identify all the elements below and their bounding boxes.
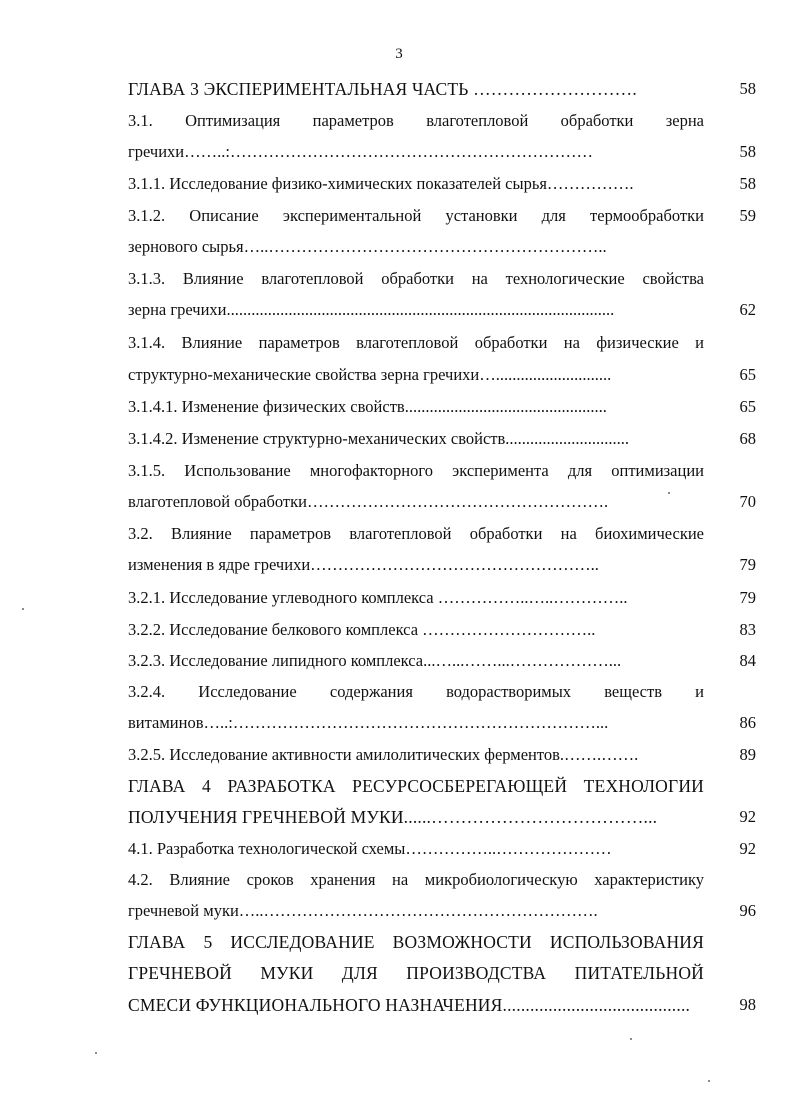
scan-speck xyxy=(630,1038,632,1040)
toc-page-number: 96 xyxy=(739,901,756,920)
toc-line xyxy=(0,362,798,388)
toc-entry-text: зерна гречихи.............................................................................................. xyxy=(128,300,615,319)
toc-entry-text: изменения в ядре гречихи…………………………………………….. xyxy=(128,555,599,574)
toc-line xyxy=(0,648,798,674)
toc-entry-text: зернового сырья…..…………………………………………………….. xyxy=(128,237,607,256)
toc-entry-text: 3.1.4.1. Изменение физических свойств................................................. xyxy=(128,397,607,416)
toc-entry-text: 4.1. Разработка технологической схемы……………..………………… xyxy=(128,839,612,858)
toc-entry-text: ПОЛУЧЕНИЯ ГРЕЧНЕВОЙ МУКИ......………………………………... xyxy=(128,807,658,827)
toc-line xyxy=(0,234,798,260)
toc-page-number: 92 xyxy=(739,839,756,858)
toc-line xyxy=(0,489,798,515)
toc-entry-text: ГЛАВА 4 РАЗРАБОТКА РЕСУРСОСБЕРЕГАЮЩЕЙ ТЕХНОЛОГИИ xyxy=(128,776,704,796)
toc-entry-text: 3.1.4. Влияние параметров влаготепловой обработки на физические и xyxy=(128,333,704,352)
scan-speck xyxy=(22,608,24,610)
toc-entry-text: 3.2.1. Исследование углеводного комплекса ……………..…..………….. xyxy=(128,588,628,607)
toc-page-number: 86 xyxy=(739,713,756,732)
toc-page-number: 79 xyxy=(739,555,756,574)
toc-entry-text: 3.1.2. Описание экспериментальной установки для термообработки xyxy=(128,206,704,225)
toc-entry-text: витаминов…..:…………………………………………………………... xyxy=(128,713,609,732)
toc-line xyxy=(0,266,798,292)
toc-page-number: 65 xyxy=(739,397,756,416)
toc-line xyxy=(0,426,798,452)
toc-entry-text: структурно-механические свойства зерна гречихи…............................ xyxy=(128,365,612,384)
toc-entry-text: 3.1. Оптимизация параметров влаготепловой обработки зерна xyxy=(128,111,704,130)
toc-line xyxy=(0,458,798,484)
toc-entry-text: 3.2.4. Исследование содержания водорастворимых веществ и xyxy=(128,682,704,701)
toc-line xyxy=(0,171,798,197)
toc-entry-text: 4.2. Влияние сроков хранения на микробиологическую характеристику xyxy=(128,870,704,889)
toc-line xyxy=(0,773,798,799)
toc-page-number: 62 xyxy=(739,300,756,319)
toc-line xyxy=(0,139,798,165)
toc-entry-text: 3.2.5. Исследование активности амилолитических ферментов.…….……. xyxy=(128,745,639,764)
toc-page-number: 98 xyxy=(739,995,756,1014)
toc-line xyxy=(0,76,798,102)
scan-speck xyxy=(95,1052,97,1054)
toc-entry-text: 3.1.5. Использование многофакторного эксперимента для оптимизации xyxy=(128,461,704,480)
toc-entry-text: ГРЕЧНЕВОЙ МУКИ ДЛЯ ПРОИЗВОДСТВА ПИТАТЕЛЬНОЙ xyxy=(128,963,704,983)
toc-line xyxy=(0,992,798,1018)
toc-page-number: 70 xyxy=(739,492,756,511)
toc-page-number: 58 xyxy=(739,79,756,98)
toc-entry-text: гречихи……..:………………………………………………………… xyxy=(128,142,593,161)
page-number: 3 xyxy=(395,46,403,62)
toc-page-number: 83 xyxy=(739,620,756,639)
toc-page-number: 58 xyxy=(739,174,756,193)
toc-line xyxy=(0,108,798,134)
toc-line xyxy=(0,898,798,924)
toc-line xyxy=(0,552,798,578)
scan-speck xyxy=(708,1080,710,1082)
toc-line xyxy=(0,742,798,768)
toc-line xyxy=(0,867,798,893)
toc-line xyxy=(0,585,798,611)
toc-line xyxy=(0,679,798,705)
toc-entry-text: 3.2.2. Исследование белкового комплекса ………………………….. xyxy=(128,620,596,639)
toc-entry-text: ГЛАВА 3 ЭКСПЕРИМЕНТАЛЬНАЯ ЧАСТЬ ………………………. xyxy=(128,79,637,99)
toc-page-number: 68 xyxy=(739,429,756,448)
toc-line xyxy=(0,617,798,643)
toc-line xyxy=(0,521,798,547)
toc-page-number: 58 xyxy=(739,142,756,161)
toc-line xyxy=(0,330,798,356)
toc-entry-text: 3.1.1. Исследование физико-химических показателей сырья……………. xyxy=(128,174,634,193)
toc-page-number: 92 xyxy=(739,807,756,826)
toc-entry-text: 3.2. Влияние параметров влаготепловой обработки на биохимические xyxy=(128,524,704,543)
toc-line xyxy=(0,394,798,420)
scan-speck xyxy=(668,492,670,494)
toc-line xyxy=(0,960,798,986)
toc-entry-text: 3.2.3. Исследование липидного комплекса...…...……...………………... xyxy=(128,651,622,670)
toc-entry-text: 3.1.4.2. Изменение структурно-механических свойств.............................. xyxy=(128,429,630,448)
toc-page-number: 84 xyxy=(739,651,756,670)
toc-page-number: 89 xyxy=(739,745,756,764)
toc-entry-text: СМЕСИ ФУНКЦИОНАЛЬНОГО НАЗНАЧЕНИЯ......................................... xyxy=(128,995,691,1015)
toc-entry-text: гречневой муки…..……………………………………………………. xyxy=(128,901,598,920)
toc-page-number: 79 xyxy=(739,588,756,607)
toc-line xyxy=(0,203,798,229)
toc-line xyxy=(0,929,798,955)
toc-entry-text: 3.1.3. Влияние влаготепловой обработки на технологические свойства xyxy=(128,269,704,288)
toc-line xyxy=(0,710,798,736)
toc-page-number: 65 xyxy=(739,365,756,384)
toc-page-number: 59 xyxy=(739,206,756,225)
toc-entry-text: влаготепловой обработки………………………………………………. xyxy=(128,492,609,511)
toc-line xyxy=(0,836,798,862)
toc-entry-text: ГЛАВА 5 ИССЛЕДОВАНИЕ ВОЗМОЖНОСТИ ИСПОЛЬЗОВАНИЯ xyxy=(128,932,704,952)
toc-line xyxy=(0,297,798,323)
toc-line xyxy=(0,804,798,830)
